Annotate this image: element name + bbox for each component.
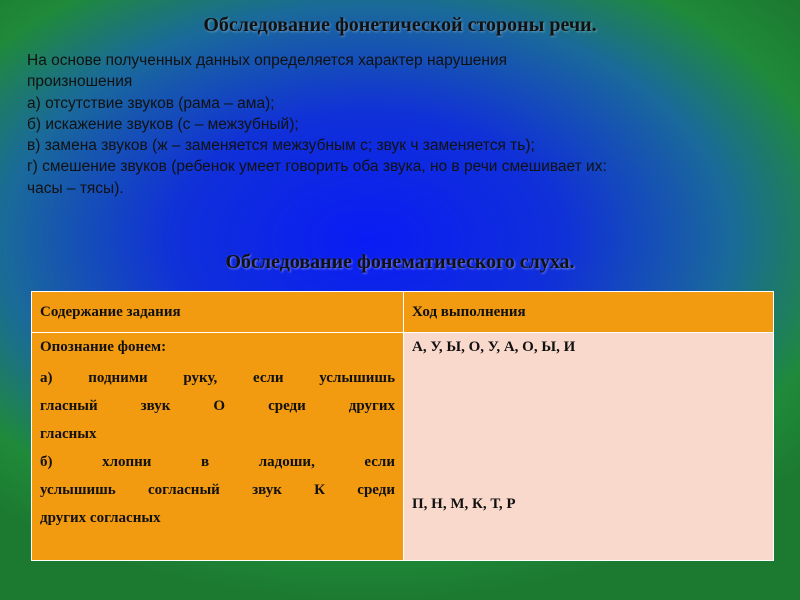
paragraph-line: На основе полученных данных определяется характер нарушения: [27, 52, 508, 69]
task-b-line: б) хлопни в ладоши, если: [40, 454, 395, 470]
task-b-line: других согласных: [40, 510, 161, 526]
task-b-line: услышишь согласный звук К среди: [40, 482, 395, 498]
task-a-line: а) подними руку, если услышишь: [40, 370, 395, 386]
table-header-row: [32, 292, 774, 333]
result-cell: [404, 333, 774, 561]
slide-title-phonemic: Обследование фонематического слуха.: [225, 251, 575, 273]
phonemic-table: [31, 291, 774, 561]
paragraph-line: часы – тясы).: [27, 179, 124, 197]
paragraph-line: произношения: [27, 73, 133, 91]
slide-title-phonetic: Обследование фонетической стороны речи.: [203, 14, 597, 36]
phonetic-description: [27, 50, 787, 199]
paragraph-line: б) искажение звуков (с – межзубный);: [27, 115, 299, 133]
task-heading: Опознание фонем:: [40, 339, 167, 355]
table-row: [32, 333, 774, 561]
result-a: А, У, Ы, О, У, А, О, Ы, И: [412, 339, 576, 355]
task-cell: [32, 333, 404, 561]
paragraph-line: а) отсутствие звуков (рама – ама);: [27, 94, 275, 112]
result-b: П, Н, М, К, Т, Р: [412, 496, 516, 512]
header-progress: Ход выполнения: [404, 292, 774, 333]
paragraph-line: г) смешение звуков (ребенок умеет говорить оба звука, но в речи смешивает их:: [27, 158, 607, 176]
header-task: Содержание задания: [32, 292, 404, 333]
task-a-line: гласных: [40, 426, 97, 442]
task-a-line: гласный звук О среди других: [40, 398, 395, 414]
paragraph-line: в) замена звуков (ж – заменяется межзубным с; звук ч заменяется ть);: [27, 137, 535, 155]
